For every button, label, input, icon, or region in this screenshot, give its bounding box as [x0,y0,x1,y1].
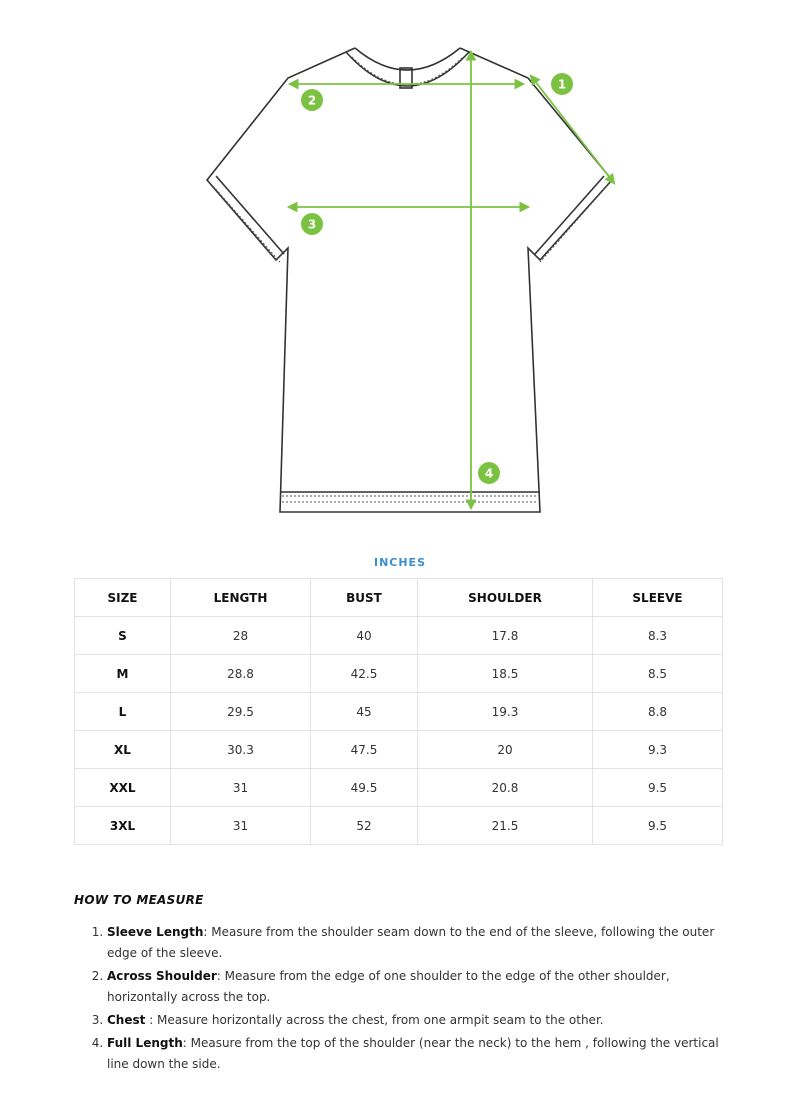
shoulder-cell: 18.5 [418,655,593,693]
shoulder-cell: 17.8 [418,617,593,655]
table-row [75,807,723,845]
tshirt-diagram [0,0,800,540]
list-item [107,966,727,1008]
svg-text:4: 4 [484,466,494,481]
item-term: Full Length [107,1036,183,1050]
table-row [75,655,723,693]
sleeve-cell: 9.5 [593,807,723,845]
sleeve-cell: 8.5 [593,655,723,693]
length-cell: 31 [171,807,311,845]
size-cell: XL [75,731,171,769]
shoulder-cell: 20.8 [418,769,593,807]
sleeve-cell: 8.3 [593,617,723,655]
bust-cell: 40 [311,617,418,655]
table-header-row [75,579,723,617]
table-row [75,731,723,769]
length-cell: 29.5 [171,693,311,731]
item-text: : Measure from the shoulder seam down to the end of the sleeve, following the outer edge of the sleeve. [107,925,715,960]
bust-cell: 42.5 [311,655,418,693]
length-cell: 28 [171,617,311,655]
unit-caption: INCHES [373,556,426,569]
size-cell: XXL [75,769,171,807]
bust-cell: 52 [311,807,418,845]
bust-cell: 45 [311,693,418,731]
size-cell: L [75,693,171,731]
badge-3 [301,213,323,235]
header-size: SIZE [75,579,171,617]
table-row [75,769,723,807]
shoulder-cell: 20 [418,731,593,769]
size-cell: S [75,617,171,655]
size-chart-table [74,578,723,845]
bust-cell: 47.5 [311,731,418,769]
length-cell: 28.8 [171,655,311,693]
badge-1 [551,73,573,95]
list-item [107,1010,727,1031]
item-text: : Measure horizontally across the chest, from one armpit seam to the other. [145,1013,604,1027]
length-cell: 30.3 [171,731,311,769]
badge-2 [301,89,323,111]
item-text: : Measure from the top of the shoulder (near the neck) to the hem , following the vertical line down the side. [107,1036,719,1071]
size-cell: 3XL [75,807,171,845]
header-sleeve: SLEEVE [593,579,723,617]
how-to-measure-list [90,922,727,1077]
header-shoulder: SHOULDER [418,579,593,617]
badge-4 [478,462,500,484]
bust-cell: 49.5 [311,769,418,807]
size-cell: M [75,655,171,693]
item-term: Chest [107,1013,146,1027]
svg-text:2: 2 [307,93,317,108]
header-bust: BUST [311,579,418,617]
tshirt-outline [207,48,612,512]
length-cell: 31 [171,769,311,807]
sleeve-length-line [531,76,614,183]
svg-text:1: 1 [557,77,567,92]
item-text: : Measure from the edge of one shoulder to the edge of the other shoulder, horizontally across the top. [107,969,670,1004]
sleeve-cell: 8.8 [593,693,723,731]
shoulder-cell: 21.5 [418,807,593,845]
item-term: Sleeve Length [107,925,204,939]
list-item [107,922,727,964]
how-to-measure-heading: HOW TO MEASURE [74,893,204,907]
table-row [75,693,723,731]
item-term: Across Shoulder [107,969,217,983]
shoulder-cell: 19.3 [418,693,593,731]
header-length: LENGTH [171,579,311,617]
list-item [107,1033,727,1075]
table-row [75,617,723,655]
sleeve-cell: 9.5 [593,769,723,807]
sleeve-cell: 9.3 [593,731,723,769]
svg-text:3: 3 [307,217,317,232]
